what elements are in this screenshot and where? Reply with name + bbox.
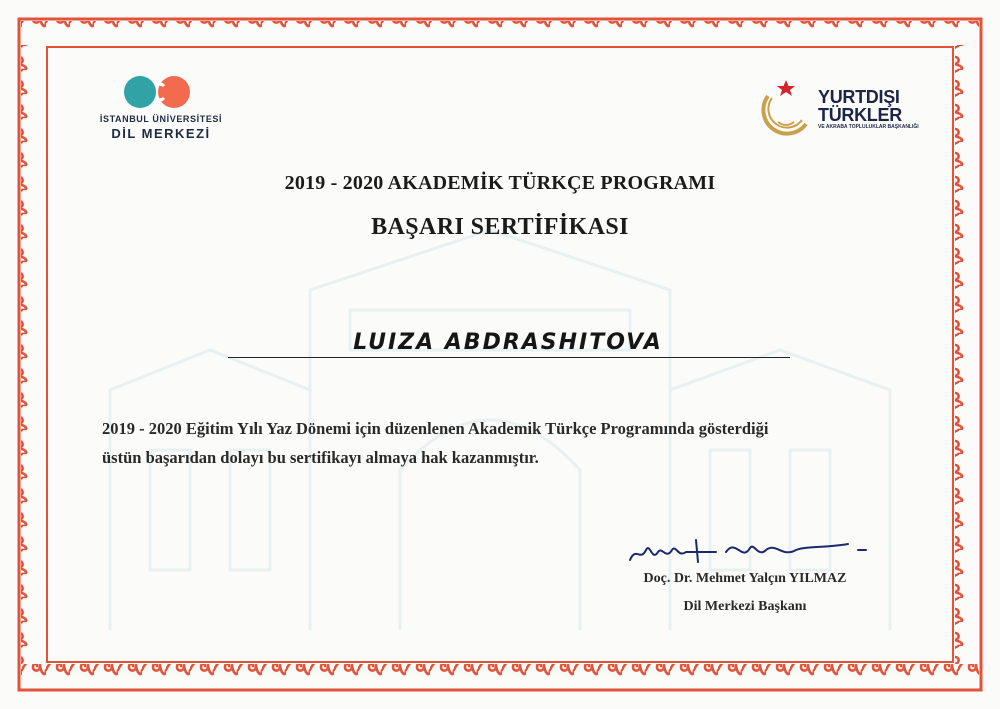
logo-university-text: İSTANBUL ÜNİVERSİTESİ: [99, 114, 223, 124]
certificate-body: [102, 414, 902, 472]
logo-baskanlik-text: VE AKRABA TOPLULUKLAR BAŞKANLIĞI: [818, 124, 919, 130]
name-underline: [228, 357, 790, 358]
logo-dil-merkezi-text: DİL MERKEZİ: [111, 126, 211, 141]
logo-turkler-text: TÜRKLER: [818, 105, 902, 125]
certificate-title: BAŞARI SERTİFİKASI: [371, 214, 629, 240]
body-line-1: 2019 - 2020 Eğitim Yılı Yaz Dönemi için düzenlenen Akademik Türkçe Programında gösterdiği: [102, 419, 769, 438]
crescent-star-emblem-icon: [758, 78, 816, 136]
signatory-name: Doç. Dr. Mehmet Yalçın YILMAZ: [643, 571, 847, 586]
recipient-name: LUIZA ABDRASHITOVA: [353, 330, 663, 355]
istanbul-university-logo: [96, 74, 226, 144]
dil-merkezi-logo-icon: [116, 74, 206, 110]
body-line-2: üstün başarıdan dolayı bu sertifikayı almaya hak kazanmıştır.: [102, 448, 539, 467]
logo-yurtdisi-text: YURTDIŞI: [818, 87, 900, 107]
program-title: 2019 - 2020 AKADEMİK TÜRKÇE PROGRAMI: [284, 172, 716, 194]
handwritten-signature: [626, 532, 876, 572]
yurtdisi-turkler-logo: [758, 78, 928, 138]
signatory-title: Dil Merkezi Başkanı: [683, 599, 807, 614]
